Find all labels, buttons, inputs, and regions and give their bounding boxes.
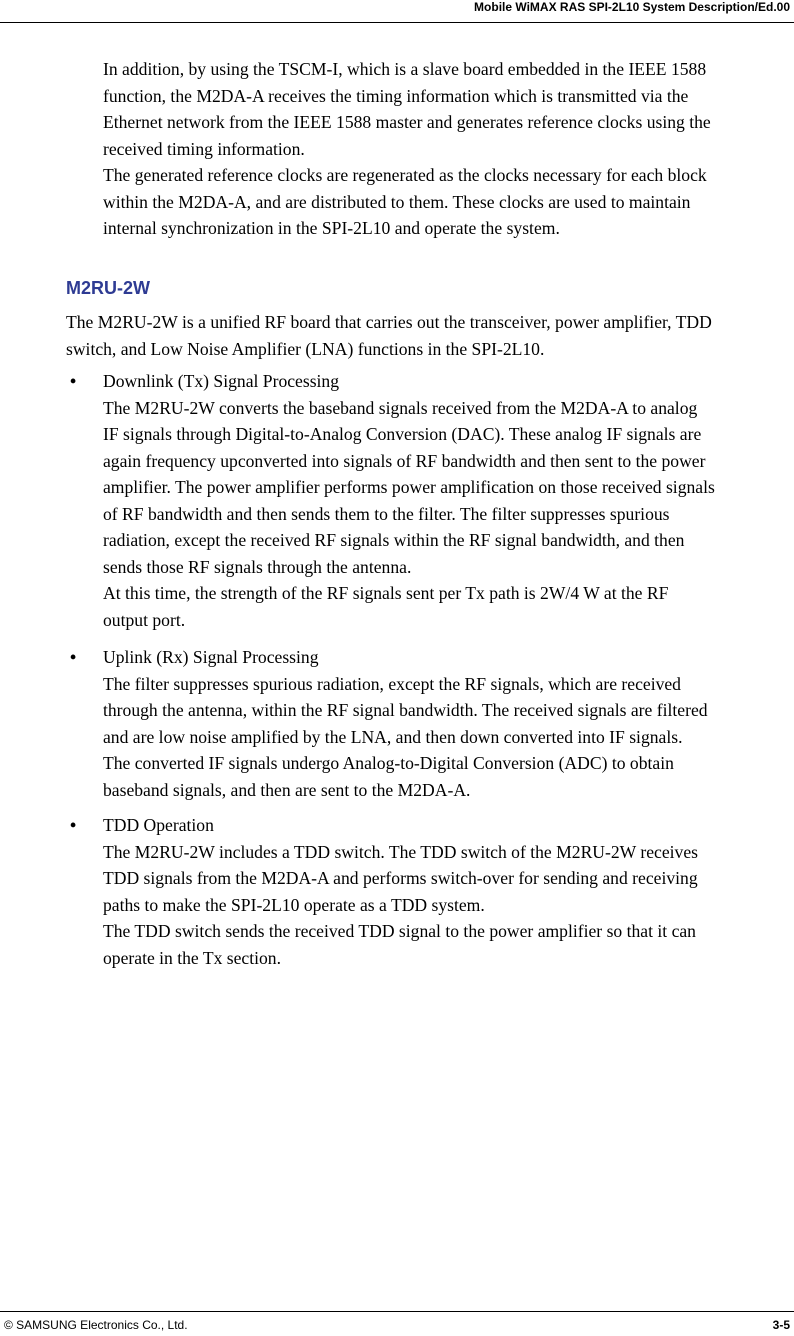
text-line: IF signals through Digital-to-Analog Conversion (DAC). These analog IF signals are	[103, 424, 702, 444]
list-item-body	[103, 812, 698, 971]
intro-paragraph-2	[103, 162, 711, 242]
text-line: function, the M2DA-A receives the timing information which is transmitted via the	[103, 85, 689, 106]
list-item-title: TDD Operation	[103, 815, 214, 835]
bullet-icon: •	[70, 371, 77, 391]
list-item-title: Downlink (Tx) Signal Processing	[103, 371, 340, 391]
list-item-paragraph-1	[103, 395, 715, 581]
section-heading: M2RU-2W	[66, 278, 150, 298]
text-line: TDD signals from the M2DA-A and performs switch-over for sending and receiving	[103, 868, 698, 888]
intro-paragraph-1	[103, 56, 711, 162]
text-line: The M2RU-2W includes a TDD switch. The TDD switch of the M2RU-2W receives	[103, 841, 698, 862]
page-header-title: Mobile WiMAX RAS SPI-2L10 System Description/Ed.00	[474, 0, 790, 14]
text-line: output port.	[103, 609, 186, 630]
text-line: In addition, by using the TSCM-I, which is a slave board embedded in the IEEE 1588	[103, 59, 707, 79]
header-divider	[0, 22, 794, 23]
text-line: The generated reference clocks are regenerated as the clocks necessary for each block	[103, 165, 707, 185]
text-line: again frequency upconverted into signals of RF bandwidth and then sent to the power	[103, 450, 706, 471]
text-line: operate in the Tx section.	[103, 947, 281, 968]
list-item-paragraph-1	[103, 839, 698, 919]
list-item-paragraph-2	[103, 918, 698, 971]
text-line: radiation, except the received RF signals within the RF signal bandwidth, and then	[103, 530, 685, 550]
text-line: of RF bandwidth and then sends them to the filter. The filter suppresses spurious	[103, 503, 670, 524]
text-line: switch, and Low Noise Amplifier (LNA) functions in the SPI-2L10.	[66, 338, 545, 359]
list-item-paragraph-2	[103, 750, 708, 803]
footer-copyright: © SAMSUNG Electronics Co., Ltd.	[4, 1318, 188, 1332]
bullet-icon: •	[70, 647, 77, 667]
text-line: internal synchronization in the SPI-2L10 and operate the system.	[103, 218, 560, 238]
text-line: received timing information.	[103, 138, 305, 159]
text-line: The converted IF signals undergo Analog-to-Digital Conversion (ADC) to obtain	[103, 753, 674, 773]
text-line: amplifier. The power amplifier performs power amplification on those received signals	[103, 477, 715, 497]
text-line: The M2RU-2W converts the baseband signals received from the M2DA-A to analog	[103, 397, 698, 418]
list-item-paragraph-1	[103, 671, 708, 751]
intro-text-block	[103, 56, 711, 242]
section-intro-paragraph	[66, 309, 712, 362]
text-line: through the antenna, within the RF signal bandwidth. The received signals are filtered	[103, 700, 708, 720]
text-line: paths to make the SPI-2L10 operate as a TDD system.	[103, 894, 485, 915]
list-item-title: Uplink (Rx) Signal Processing	[103, 647, 319, 667]
text-line: baseband signals, and then are sent to the M2DA-A.	[103, 779, 471, 800]
text-line: and are low noise amplified by the LNA, and then down converted into IF signals.	[103, 726, 683, 747]
list-item-paragraph-2	[103, 580, 715, 633]
footer-divider	[0, 1311, 794, 1312]
list-item-body	[103, 644, 708, 803]
text-line: At this time, the strength of the RF signals sent per Tx path is 2W/4 W at the RF	[103, 583, 669, 603]
page-number: 3-5	[772, 1318, 790, 1332]
text-line: The M2RU-2W is a unified RF board that carries out the transceiver, power amplifier, TDD	[66, 312, 712, 332]
text-line: within the M2DA-A, and are distributed to them. These clocks are used to maintain	[103, 191, 691, 212]
text-line: Ethernet network from the IEEE 1588 master and generates reference clocks using the	[103, 112, 711, 132]
bullet-icon: •	[70, 815, 77, 835]
list-item-body	[103, 368, 715, 633]
text-line: sends those RF signals through the antenna.	[103, 556, 412, 577]
text-line: The TDD switch sends the received TDD signal to the power amplifier so that it can	[103, 921, 696, 941]
text-line: The filter suppresses spurious radiation, except the RF signals, which are received	[103, 673, 681, 694]
